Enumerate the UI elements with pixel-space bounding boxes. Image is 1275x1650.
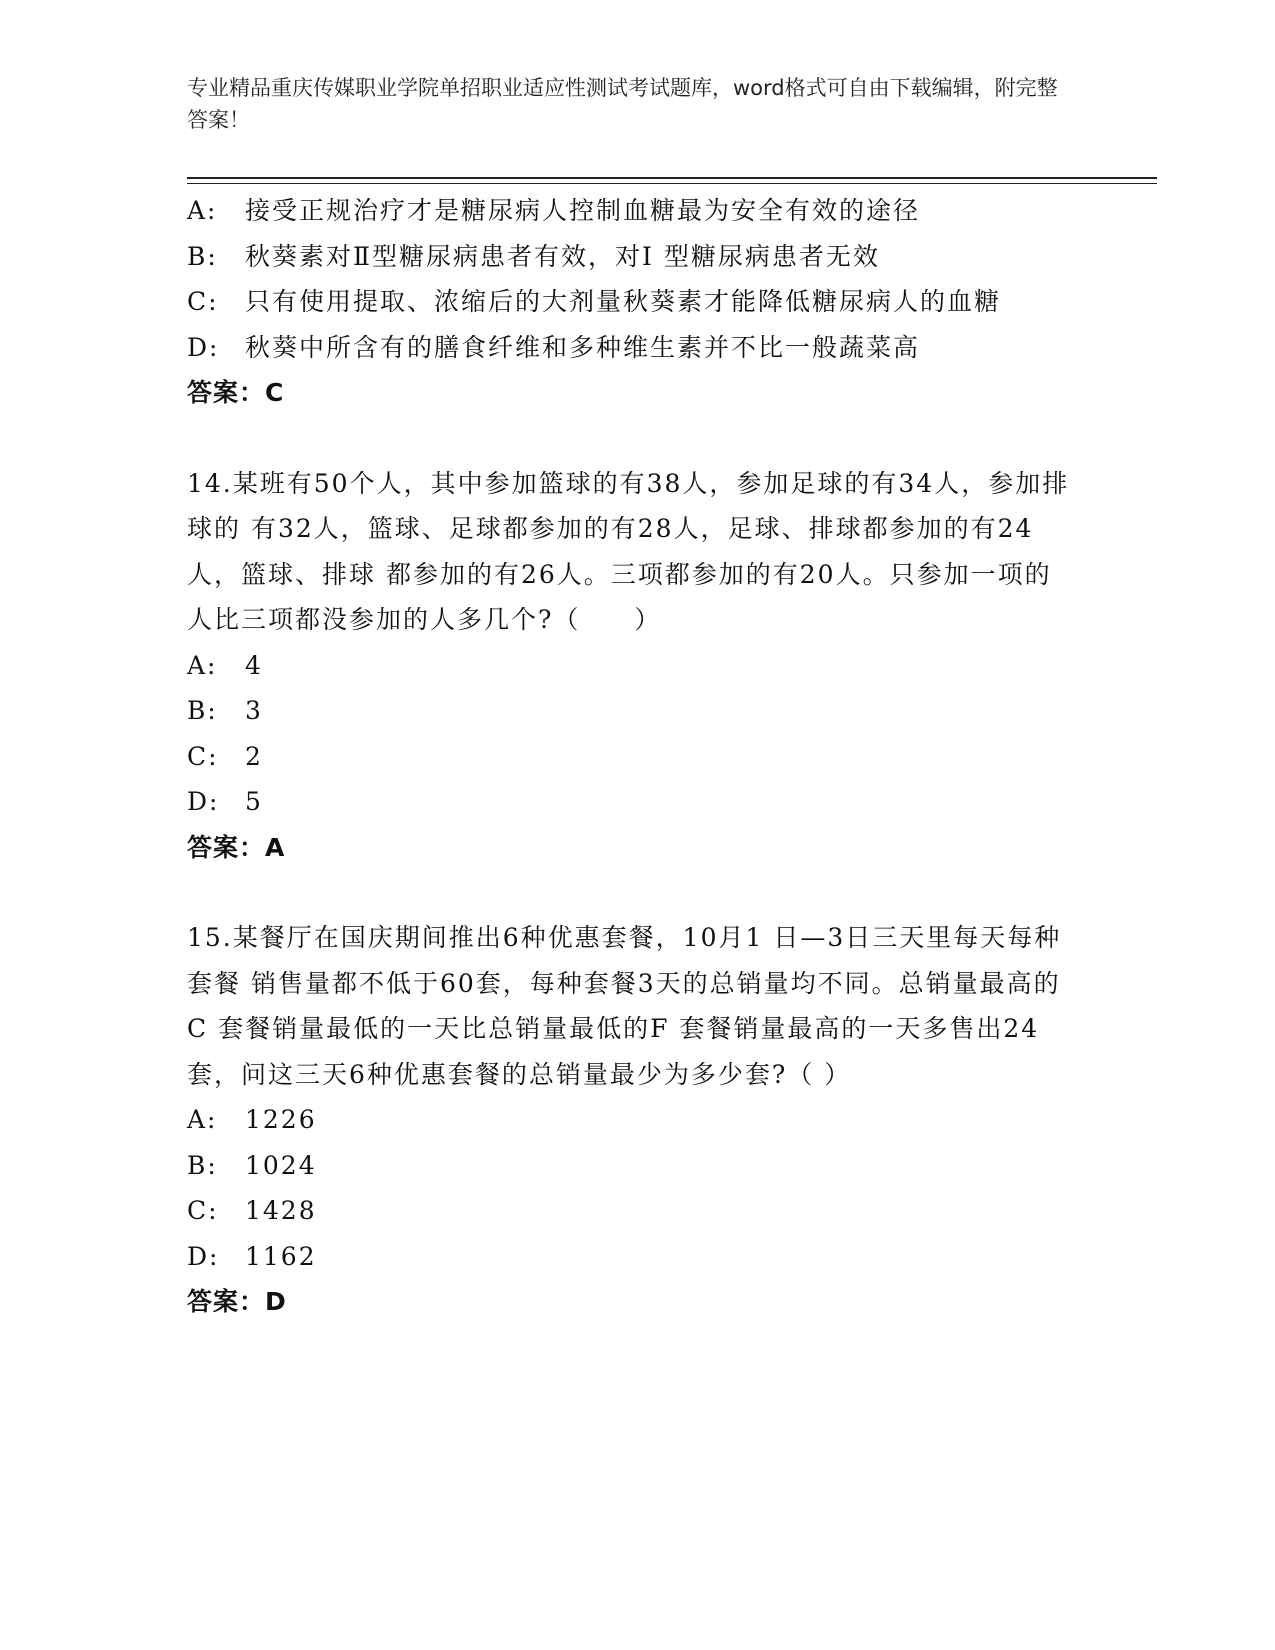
question-15-text: 15.某餐厅在国庆期间推出6种优惠套餐，10月1 日—3日三天里每天每种套餐 销售量都不低于60套，每种套餐3天的总销量均不同。总销量最高的C 套餐销量最低的一天比总销量最低的F 套餐销量最高的一天多售出24套，问这三天6种优惠套餐的总销量最少为多少套?（ ） bbox=[187, 923, 1062, 1089]
document-header: 专业精品重庆传媒职业学院单招职业适应性测试考试题库，word格式可自由下载编辑，附完整答案！ bbox=[187, 76, 1058, 132]
option-text: 接受正规治疗才是糖尿病人控制血糖最为安全有效的途径 bbox=[245, 196, 921, 225]
option-c bbox=[187, 1188, 1087, 1234]
option-letter: A: bbox=[187, 1105, 218, 1134]
question-15-options bbox=[187, 1097, 1087, 1325]
option-a bbox=[187, 1097, 1087, 1143]
option-letter: B: bbox=[187, 696, 218, 725]
option-text: 1162 bbox=[245, 1241, 317, 1271]
option-c bbox=[187, 734, 1087, 780]
option-letter: A: bbox=[187, 196, 218, 225]
option-d bbox=[187, 779, 1087, 825]
option-text: 5 bbox=[245, 787, 263, 816]
option-text: 秋葵素对Ⅱ型糖尿病患者有效，对Ⅰ 型糖尿病患者无效 bbox=[245, 241, 880, 271]
option-text: 1226 bbox=[245, 1105, 317, 1134]
option-a bbox=[187, 188, 1087, 234]
option-letter: A: bbox=[187, 650, 218, 680]
option-text: 1428 bbox=[245, 1196, 317, 1225]
option-text: 只有使用提取、浓缩后的大剂量秋葵素才能降低糖尿病人的血糖 bbox=[245, 287, 1002, 316]
option-c bbox=[187, 279, 1087, 325]
option-letter: B: bbox=[187, 241, 218, 271]
option-b bbox=[187, 234, 1087, 280]
header-divider-thin bbox=[187, 183, 1157, 184]
option-letter: B: bbox=[187, 1150, 218, 1180]
option-a bbox=[187, 643, 1087, 689]
question-14-options bbox=[187, 643, 1087, 871]
option-text: 4 bbox=[245, 650, 263, 680]
option-letter: C: bbox=[187, 287, 219, 316]
answer-15: 答案：D bbox=[187, 1287, 287, 1316]
option-letter: D: bbox=[187, 332, 220, 362]
option-d bbox=[187, 1234, 1087, 1280]
option-letter: C: bbox=[187, 1196, 219, 1225]
question-14-text: 14.某班有50个人，其中参加篮球的有38人，参加足球的有34人，参加排球的 有32人，篮球、足球都参加的有28人，足球、排球都参加的有24人，篮球、排球 都参加的有26人。三项都参加的有20人。只参加一项的人比三项都没参加的人多几个?（ ） bbox=[187, 468, 1070, 634]
question-13-options bbox=[187, 188, 1087, 416]
option-d bbox=[187, 325, 1087, 371]
option-letter: D: bbox=[187, 787, 220, 816]
header-divider-thick bbox=[187, 177, 1157, 179]
option-text: 秋葵中所含有的膳食纤维和多种维生素并不比一般蔬菜高 bbox=[245, 332, 921, 362]
option-text: 2 bbox=[245, 741, 263, 771]
answer-14: 答案：A bbox=[187, 832, 286, 862]
option-letter: D: bbox=[187, 1241, 220, 1271]
option-letter: C: bbox=[187, 741, 219, 771]
option-b bbox=[187, 1143, 1087, 1189]
answer-13: 答案：C bbox=[187, 378, 285, 407]
option-text: 3 bbox=[245, 696, 263, 725]
option-text: 1024 bbox=[245, 1150, 317, 1180]
option-b bbox=[187, 688, 1087, 734]
document-body bbox=[187, 188, 1087, 1325]
